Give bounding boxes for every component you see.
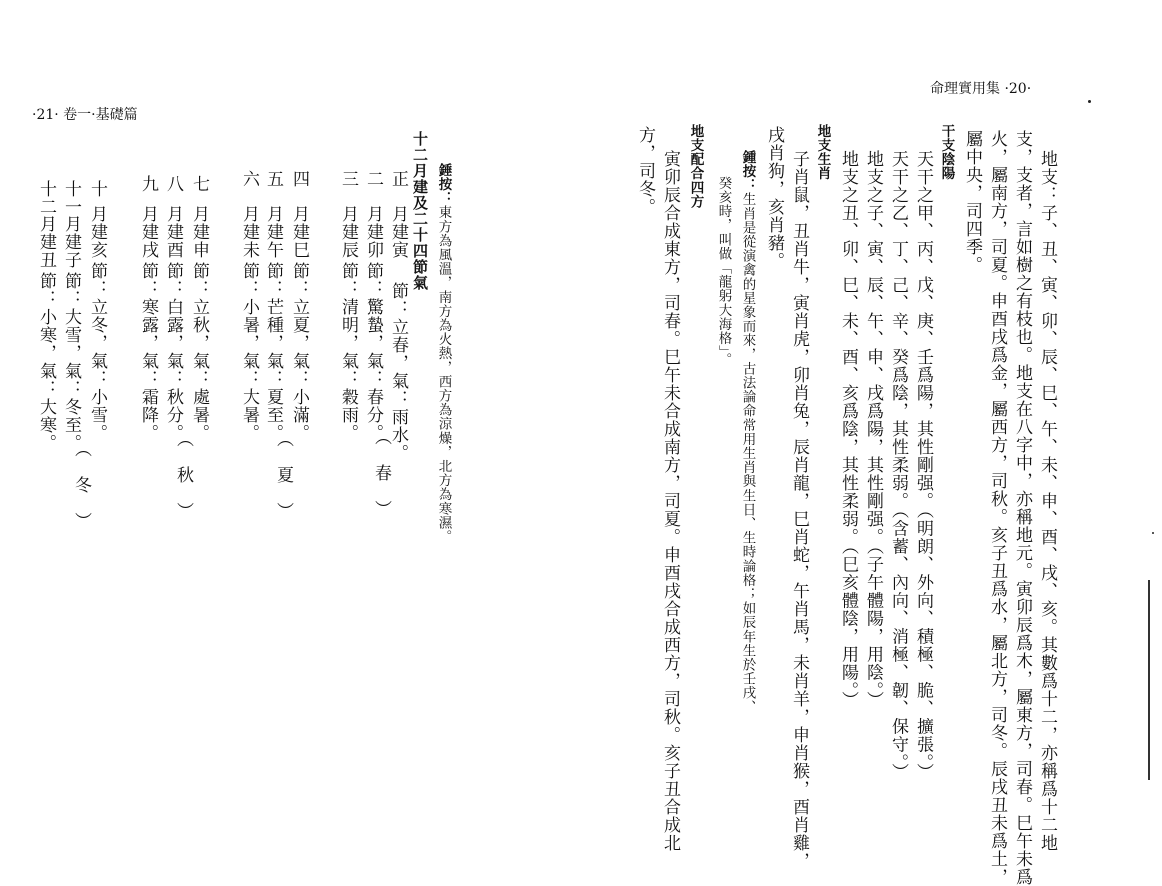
scan-speck: [1152, 532, 1154, 534]
note-line: [740, 150, 754, 714]
month-number: 十二: [36, 180, 56, 216]
month-terms: 節：立春，氣：雨水。: [388, 282, 408, 462]
intro-label: 錘按：: [435, 163, 452, 206]
month-branch: 月建午: [263, 205, 283, 259]
season-label: （ 夏 ）: [273, 430, 293, 520]
month-number: 正: [388, 170, 408, 188]
month-terms: 節：驚蟄，氣：春分。: [363, 262, 383, 442]
month-number: 五: [263, 170, 283, 188]
month-terms: 節：立秋，氣：處暑。: [189, 262, 209, 442]
month-branch: 月建子: [61, 215, 81, 269]
season-label: （ 秋 ）: [173, 430, 193, 520]
month-number: 七: [189, 175, 209, 193]
section-line: 戌肖狗，亥肖豬。: [764, 126, 784, 270]
section-line: 子肖鼠，丑肖牛，寅肖虎，卯肖兔，辰肖龍，巳肖蛇，午肖馬，未肖羊，申肖猴，酉肖雞，: [789, 150, 809, 870]
month-terms: 節：小暑，氣：大暑。: [239, 262, 259, 442]
month-branch: 月建申: [189, 205, 209, 259]
month-branch: 月建辰: [338, 205, 358, 259]
section-line: 天干之乙、丁、己、辛、癸爲陰，其性柔弱。（含蓄、內向、消極、韌、保守。）: [888, 150, 908, 781]
paragraph-line: 火，屬南方，司夏。申酉戌爲金，屬西方，司秋。亥子丑爲水，屬北方，司冬。辰戌丑未爲土，: [987, 130, 1007, 886]
section-heading: 地支配合四方: [687, 124, 704, 209]
month-branch: 月建未: [239, 205, 259, 259]
left-page-header: ·21· 卷一·基礎篇: [32, 107, 138, 123]
month-number: 三: [338, 170, 358, 188]
section-heading: 地支生肖: [814, 124, 831, 181]
month-branch: 月建卯: [363, 205, 383, 259]
section-line: 地支之子、寅、辰、午、申、戌爲陽，其性剛强。（子午體陽，用陰。）: [863, 150, 883, 709]
note-text: 生肖是從演禽的星象而來，古法論命常用生肖與生日、生時論格；如辰年生於壬戌、: [739, 192, 756, 715]
month-number: 八: [163, 175, 183, 193]
month-terms: 節：大雪，氣：冬至。: [61, 272, 81, 452]
page-edge-mark: [1148, 580, 1150, 780]
month-branch: 月建巳: [289, 205, 309, 259]
paragraph-line: 屬中央，司四季。: [962, 130, 982, 274]
right-page-header: 命理實用集 ·20·: [930, 81, 1032, 97]
season-label: （ 冬 ）: [71, 440, 91, 530]
season-label: （ 春 ）: [371, 428, 391, 518]
month-branch: 月建丑: [36, 215, 56, 269]
section-heading: 干支陰陽: [938, 124, 955, 181]
right-page: [580, 0, 1162, 886]
month-terms: 節：立冬，氣：小雪。: [87, 262, 107, 442]
month-terms: 節：白露，氣：秋分。: [163, 262, 183, 442]
month-terms: 節：芒種，氣：夏至。: [263, 262, 283, 442]
month-number: 二: [363, 170, 383, 188]
section-line: 天干之甲、丙、戊、庚、壬爲陽，其性剛强。（明朗、外向、積極、脆、擴張。）: [913, 150, 933, 781]
month-number: 九: [138, 175, 158, 193]
month-number: 四: [289, 170, 309, 188]
intro-note: [436, 163, 450, 544]
month-terms: 節：清明，氣：穀雨。: [338, 262, 358, 442]
month-terms: 節：寒露，氣：霜降。: [138, 262, 158, 442]
left-page: [0, 0, 580, 817]
paragraph-line: 支，支者，言如樹之有枝也。地支在八字中，亦稱地元。寅卯辰爲木，屬東方，司春。巳午未爲: [1012, 130, 1032, 886]
month-branch: 月建亥: [87, 205, 107, 259]
month-number: 十: [87, 180, 107, 198]
month-branch: 月建寅: [388, 205, 408, 259]
note-label: 鍾按：: [739, 150, 756, 193]
scan-speck: [1088, 100, 1091, 103]
month-branch: 月建戌: [138, 205, 158, 259]
section-line: 方，司冬。: [635, 126, 655, 216]
note-line: 癸亥時，叫做「龍躬大海格」。: [715, 176, 732, 367]
month-number: 十一: [61, 180, 81, 216]
section-line: 地支之丑、卯、巳、未、酉、亥爲陰，其性柔弱。（巳亥體陰，用陽。）: [838, 150, 858, 709]
month-terms: 節：小寒，氣：大寒。: [36, 272, 56, 452]
month-number: 六: [239, 170, 259, 188]
section-title: 十二月建及二十四節氣: [411, 131, 429, 291]
paragraph-line: 地支：子、丑、寅、卯、辰、巳、午、未、申、酉、戌、亥。其數爲十二，亦稱爲十二地: [1037, 150, 1057, 852]
month-terms: 節：立夏，氣：小滿。: [289, 262, 309, 442]
section-line: 寅卯辰合成東方，司春。巳午未合成南方，司夏。申酉戌合成西方，司秋。亥子丑合成北: [660, 150, 680, 852]
month-branch: 月建酉: [163, 205, 183, 259]
intro-text: 東方為風溫，南方為火熱，西方為涼燥，北方為寒濕。: [435, 205, 452, 544]
